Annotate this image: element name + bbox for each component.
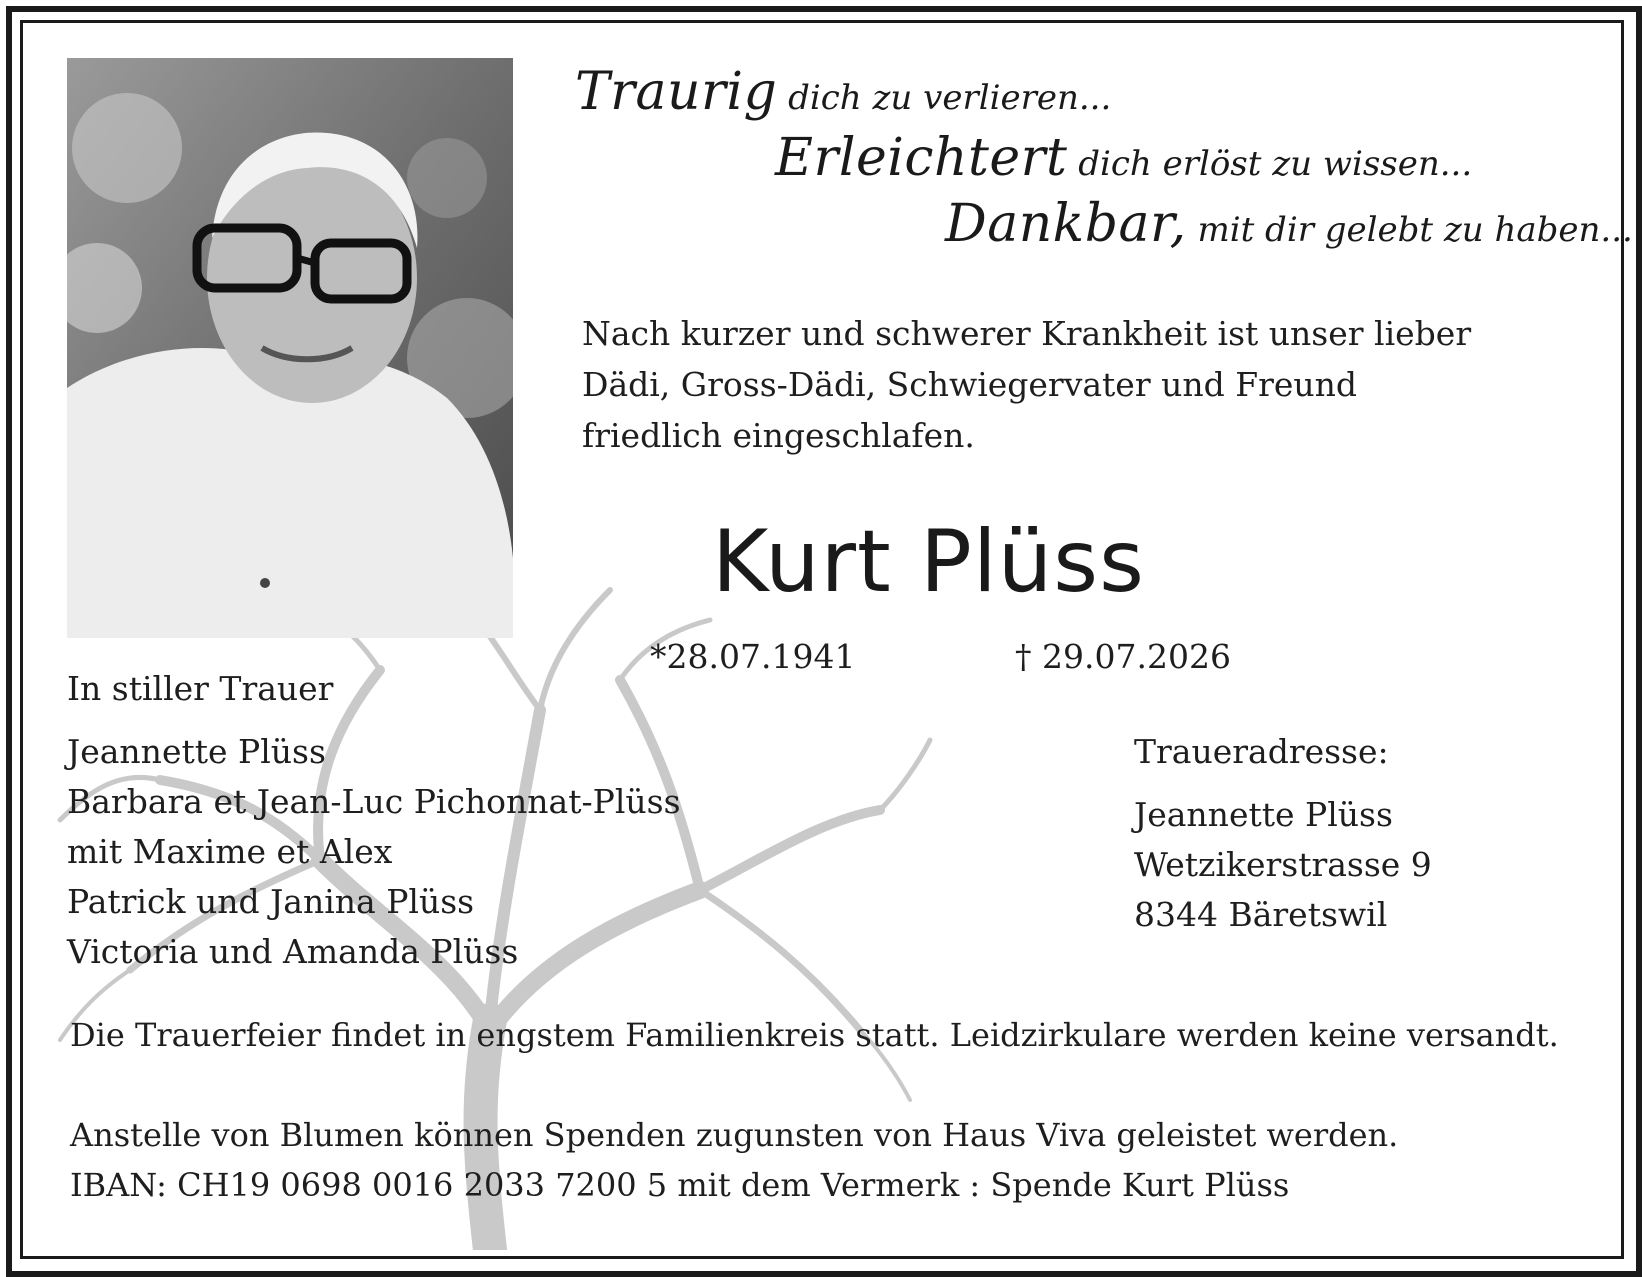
address-line: Jeannette Plüss [1134,795,1393,834]
intro-line: Nach kurzer und schwerer Krankheit ist unser lieber [582,314,1472,353]
mourner-name: mit Maxime et Alex [67,832,393,871]
address-block [1134,790,1432,940]
iban-line: IBAN: CH19 0698 0016 2033 7200 5 mit dem Vermerk : Spende Kurt Plüss [70,1166,1290,1204]
poem-line-3-emphasis: Dankbar, [945,194,1187,254]
portrait-photo [67,58,513,638]
mourner-name: Victoria und Amanda Plüss [67,932,519,971]
poem-line-3-text: mit dir gelebt zu haben... [1186,210,1633,250]
donation-block [70,1110,1398,1210]
death-date: † 29.07.2026 [1015,637,1231,676]
intro-paragraph [582,308,1471,461]
ceremony-notice: Die Trauerfeier findet in engstem Familienkreis statt. Leidzirkulare werden keine versandt. [70,1016,1559,1054]
mourner-name: Patrick und Janina Plüss [67,882,475,921]
poem-line-1-text: dich zu verlieren... [777,78,1112,118]
poem-line-2-text: dich erlöst zu wissen... [1067,144,1473,184]
intro-line: Dädi, Gross-Dädi, Schwiegervater und Freund [582,365,1358,404]
poem-line-2-emphasis: Erleichtert [775,128,1068,188]
poem-line-1 [575,62,1111,122]
poem-line-1-emphasis: Traurig [575,62,778,122]
address-heading: Traueradresse: [1134,732,1389,771]
deceased-name: Kurt Plüss [712,512,1145,612]
poem-line-2 [775,128,1472,188]
address-line: Wetzikerstrasse 9 [1134,845,1432,884]
mourners-list [67,727,681,977]
mourner-name: Barbara et Jean-Luc Pichonnat-Plüss [67,782,681,821]
donation-line: Anstelle von Blumen können Spenden zugunsten von Haus Viva geleistet werden. [70,1116,1399,1154]
address-line: 8344 Bäretswil [1134,895,1388,934]
mourners-heading: In stiller Trauer [67,669,334,708]
birth-date: *28.07.1941 [650,637,856,676]
poem-line-3 [945,194,1633,254]
intro-line: friedlich eingeschlafen. [582,416,975,455]
mourner-name: Jeannette Plüss [67,732,326,771]
